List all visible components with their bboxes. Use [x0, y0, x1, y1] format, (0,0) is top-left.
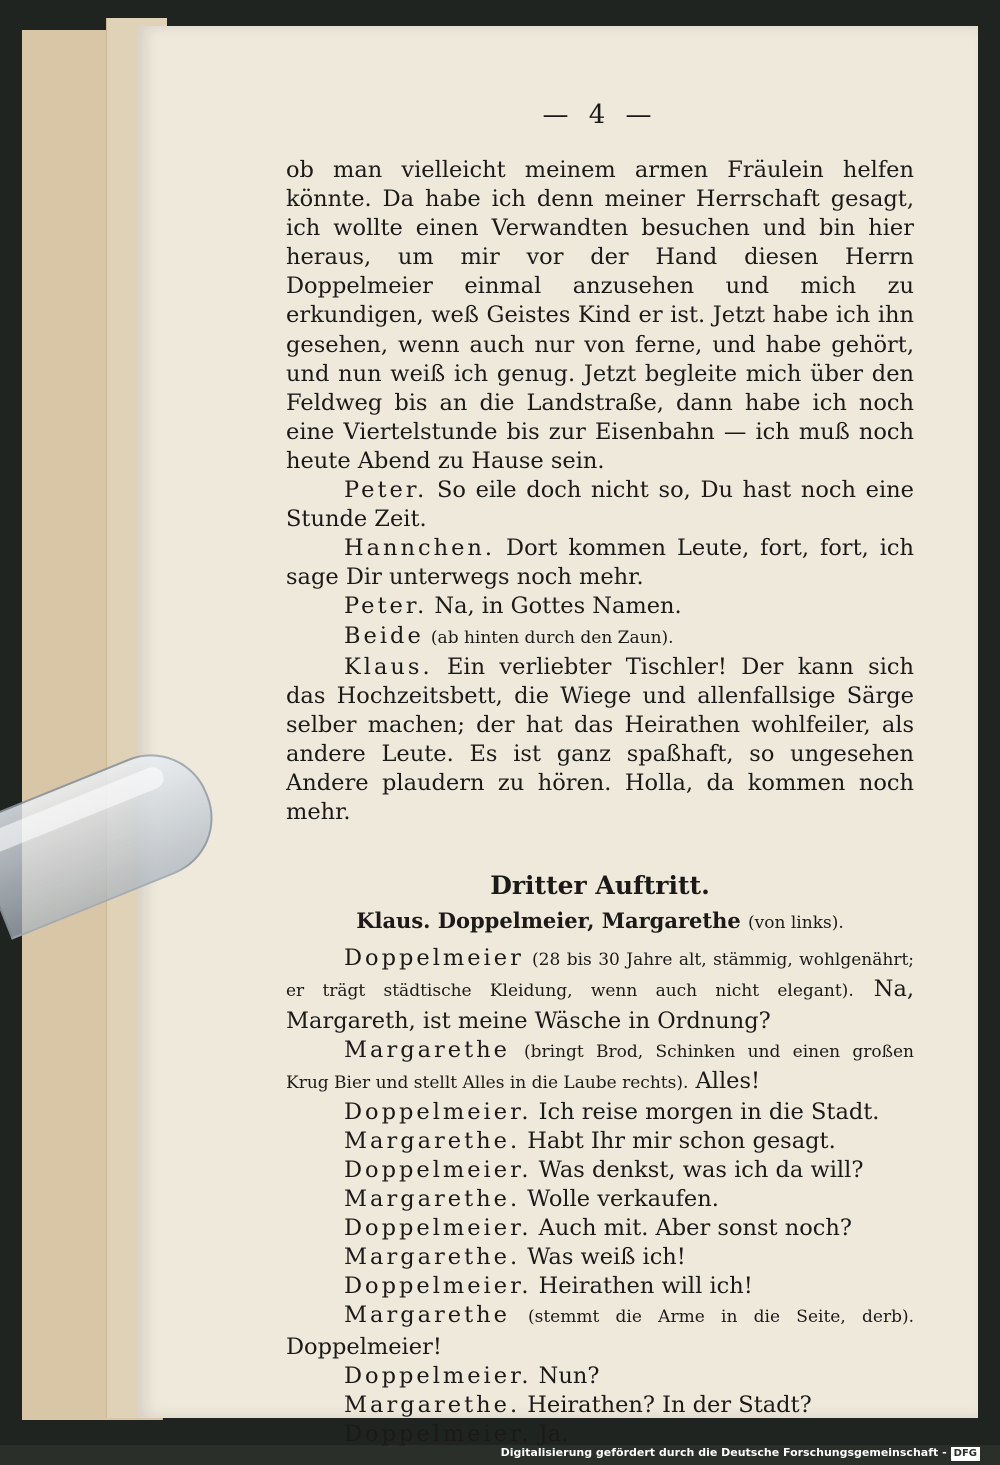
- line-doppelmeier-3: [286, 1156, 914, 1185]
- speaker-name: Doppelmeier.: [344, 1420, 532, 1447]
- speech-text: Heirathen? In der Stadt?: [527, 1391, 812, 1418]
- dfg-logo: DFG: [951, 1447, 980, 1461]
- line-doppelmeier-4: [286, 1214, 914, 1243]
- line-klaus: [286, 653, 914, 828]
- speech-text: Auch mit. Aber sonst noch?: [538, 1215, 852, 1242]
- speech-text: Ja.: [538, 1420, 569, 1447]
- speaker-name: Doppelmeier.: [344, 1098, 532, 1125]
- speech-text: Heirathen will ich!: [538, 1273, 753, 1300]
- speaker-name: Doppelmeier: [344, 945, 524, 972]
- line-margarethe-1: [286, 1036, 914, 1098]
- speaker-name: Peter.: [344, 477, 428, 504]
- speech-text: Was weiß ich!: [527, 1244, 686, 1271]
- speech-text: Ein verliebter Tischler! Der kann sich das Hochzeitsbett, die Wiege und allenfallsige Särge selber machen; der hat das Heirathen wohlfeiler, als andere Leute. Es ist ganz spaßhaft, so ungesehen Andere plaudern zu hören. Holla, da kommen noch mehr.: [286, 653, 914, 826]
- digitization-credit: [501, 1443, 980, 1463]
- line-margarethe-2: [286, 1127, 914, 1156]
- line-beide: [286, 622, 914, 653]
- speaker-name: Margarethe.: [344, 1244, 521, 1271]
- line-margarethe-5: [286, 1301, 914, 1361]
- speaker-name: Peter.: [344, 593, 428, 620]
- cast-names: Klaus. Doppelmeier, Margarethe: [356, 908, 741, 934]
- text-body: [286, 156, 914, 1449]
- speaker-name: Margarethe.: [344, 1391, 521, 1418]
- speech-text: Na, in Gottes Namen.: [434, 593, 682, 620]
- speech-text: Na, Margareth, ist meine Wäsche in Ordnung?: [286, 976, 915, 1034]
- line-doppelmeier-6: [286, 1362, 914, 1391]
- credit-text: Digitalisierung gefördert durch die Deutsche Forschungsgemeinschaft -: [500, 1446, 947, 1459]
- stage-direction: (28 bis 30 Jahre alt, stämmig, wohlgenährt; er trägt städtische Kleidung, wenn auch nicht elegant).: [286, 950, 915, 1002]
- scene-cast: [286, 906, 914, 938]
- page-number: — 4 —: [542, 100, 658, 130]
- speech-text: Dort kommen Leute, fort, fort, ich sage Dir unterwegs noch mehr.: [286, 535, 914, 591]
- line-margarethe-3: [286, 1185, 914, 1214]
- speech-text: Alles!: [695, 1067, 761, 1094]
- line-hannchen: [286, 534, 914, 592]
- speech-text: Was denkst, was ich da will?: [538, 1157, 864, 1183]
- line-peter-2: [286, 592, 914, 621]
- speaker-name: Margarethe: [344, 1036, 510, 1063]
- speaker-name: Hannchen.: [344, 535, 496, 562]
- speaker-name: Margarethe: [344, 1302, 510, 1329]
- speech-text: Nun?: [538, 1362, 600, 1389]
- stage-direction: (ab hinten durch den Zaun).: [430, 627, 674, 648]
- speech-text: Ich reise morgen in die Stadt.: [538, 1098, 880, 1125]
- speech-text: So eile doch nicht so, Du hast noch eine Stunde Zeit.: [286, 477, 914, 533]
- stage-direction: (stemmt die Arme in die Seite, derb).: [527, 1307, 914, 1328]
- speaker-name: Doppelmeier.: [344, 1273, 532, 1300]
- speaker-name: Doppelmeier.: [344, 1362, 532, 1389]
- speech-text: Habt Ihr mir schon gesagt.: [527, 1127, 836, 1154]
- line-peter-1: [286, 476, 914, 534]
- speaker-name: Klaus.: [344, 653, 433, 680]
- speech-text: Doppelmeier!: [286, 1333, 442, 1360]
- paragraph-hannchen-speech: ob man vielleicht meinem armen Fräulein helfen könnte. Da habe ich denn meiner Herrschaft gesagt, ich wollte einen Verwandten besuchen und bin hier heraus, um mir vor der Hand diesen Herrn Doppelmeier einmal anzusehen und mich zu erkundigen, weß Geistes Kind er ist. Jetzt habe ich ihn gesehen, wenn auch nur von ferne, und habe gehört, und nun weiß ich genug. Jetzt begleite mich über den Feldweg bis an die Landstraße, dann habe ich noch eine Viertelstunde bis zur Eisenbahn — ich muß noch heute Abend zu Hause sein.: [286, 157, 914, 474]
- stage-direction: (von links).: [748, 913, 844, 934]
- speech-text: Wolle verkaufen.: [527, 1186, 719, 1213]
- scene-heading: Dritter Auftritt.: [490, 871, 710, 901]
- stage-direction: (bringt Brod, Schinken und einen großen Krug Bier und stellt Alles in die Laube rechts).: [286, 1041, 914, 1093]
- speaker-name: Beide: [344, 622, 424, 649]
- line-margarethe-4: [286, 1243, 914, 1272]
- speaker-name: Margarethe.: [344, 1186, 521, 1213]
- speaker-name: Doppelmeier.: [344, 1215, 532, 1242]
- speaker-name: Doppelmeier.: [344, 1157, 532, 1183]
- line-margarethe-6: [286, 1391, 914, 1420]
- speaker-name: Margarethe.: [344, 1127, 521, 1154]
- line-doppelmeier-5: [286, 1272, 914, 1301]
- line-doppelmeier-2: [286, 1098, 914, 1127]
- line-doppelmeier-1: [286, 944, 914, 1035]
